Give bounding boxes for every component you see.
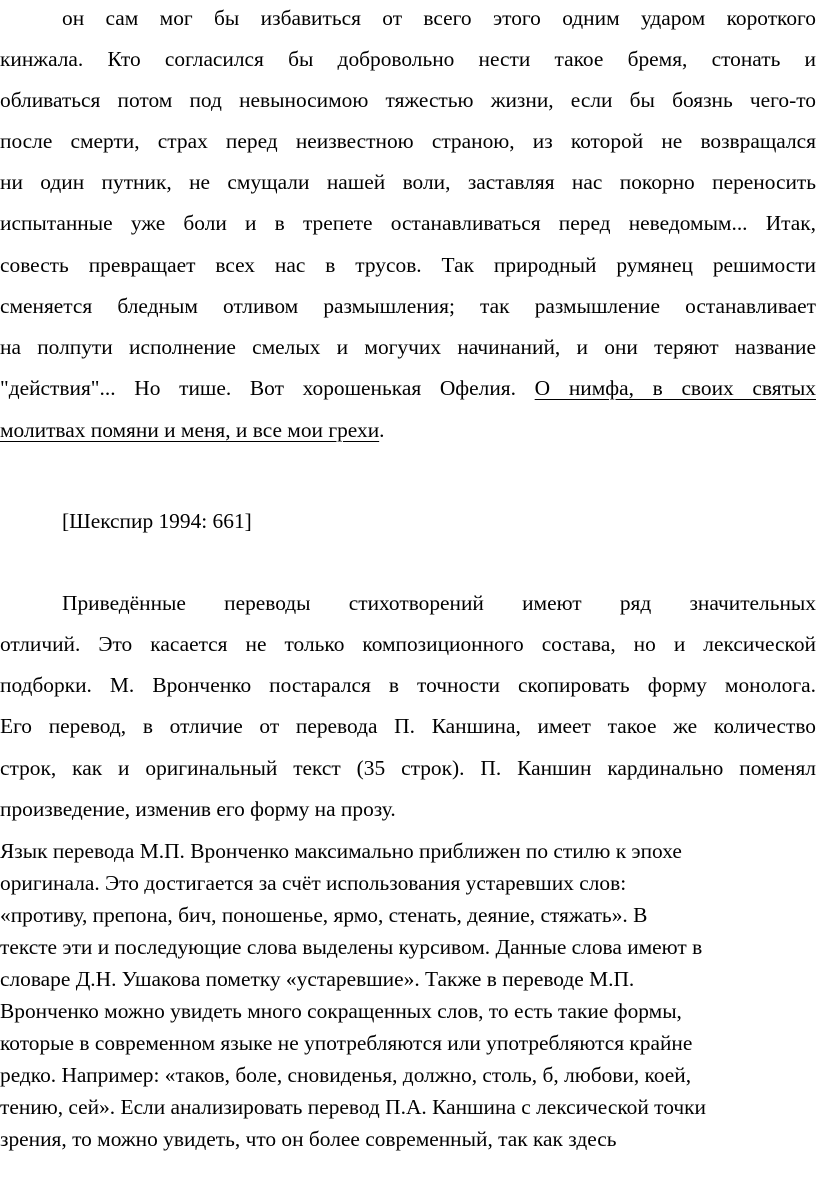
quote-text: . <box>379 418 385 442</box>
underlined-quote: О нимфа, в своих святых <box>534 376 816 400</box>
quote-line: на полпути исполнение смелых и могучих начинаний, и они теряют название <box>0 335 816 359</box>
paragraph-line: подборки. М. Вронченко постарался в точности скопировать форму монолога. <box>0 673 816 697</box>
quote-line: испытанные уже боли и в трепете останавливаться перед неведомым... Итак, <box>0 211 816 235</box>
paragraph-line: «противу, препона, бич, поношенье, ярмо, стенать, деяние, стяжать». В <box>0 903 648 927</box>
quote-line: он сам мог бы избавиться от всего этого одним ударом короткого <box>62 6 816 30</box>
paragraph-line: тению, сей». Если анализировать перевод П.А. Каншина с лексической точки <box>0 1095 706 1119</box>
quote-line: после смерти, страх перед неизвестною страною, из которой не возвращался <box>0 129 816 153</box>
paragraph-line: Приведённые переводы стихотворений имеют ряд значительных <box>62 591 816 615</box>
paragraph-line: отличий. Это касается не только композиционного состава, но и лексической <box>0 632 816 656</box>
paragraph-line: Язык перевода М.П. Вронченко максимально приближен по стилю к эпохе <box>0 839 682 863</box>
paragraph-line: оригинала. Это достигается за счёт использования устаревших слов: <box>0 871 627 895</box>
quote-line: кинжала. Кто согласился бы добровольно нести такое бремя, стонать и <box>0 47 816 71</box>
paragraph-line: тексте эти и последующие слова выделены курсивом. Данные слова имеют в <box>0 935 703 959</box>
paragraph-line: зрения, то можно увидеть, что он более современный, так как здесь <box>0 1127 617 1151</box>
paragraph-line: произведение, изменив его форму на прозу. <box>0 797 396 821</box>
quote-line <box>0 416 385 444</box>
quote-line: сменяется бледным отливом размышления; так размышление останавливает <box>0 294 816 318</box>
paragraph-line: которые в современном языке не употребляются или употребляются крайне <box>0 1031 693 1055</box>
citation: [Шекспир 1994: 661] <box>62 509 252 533</box>
paragraph-line: словаре Д.Н. Ушакова пометку «устаревшие». Также в переводе М.П. <box>0 967 635 991</box>
paragraph-line: строк, как и оригинальный текст (35 строк). П. Каншин кардинально поменял <box>0 756 816 780</box>
quote-line: обливаться потом под невыносимою тяжестью жизни, если бы боязнь чего-то <box>0 88 816 112</box>
underlined-quote: молитвах помяни и меня, и все мои грехи <box>0 418 380 442</box>
paragraph-line: Вронченко можно увидеть много сокращенных слов, то есть такие формы, <box>0 999 682 1023</box>
paragraph-line: Его перевод, в отличие от перевода П. Каншина, имеет такое же количество <box>0 714 816 738</box>
quote-text: "действия"... Но тише. Вот хорошенькая Офелия. <box>0 376 535 400</box>
quote-line: ни один путник, не смущали нашей воли, заставляя нас покорно переносить <box>0 170 816 194</box>
quote-line: совесть превращает всех нас в трусов. Так природный румянец решимости <box>0 253 816 277</box>
paragraph-line: редко. Например: «таков, боле, сновиденья, должно, столь, б, любови, коей, <box>0 1063 692 1087</box>
quote-line <box>0 374 816 402</box>
